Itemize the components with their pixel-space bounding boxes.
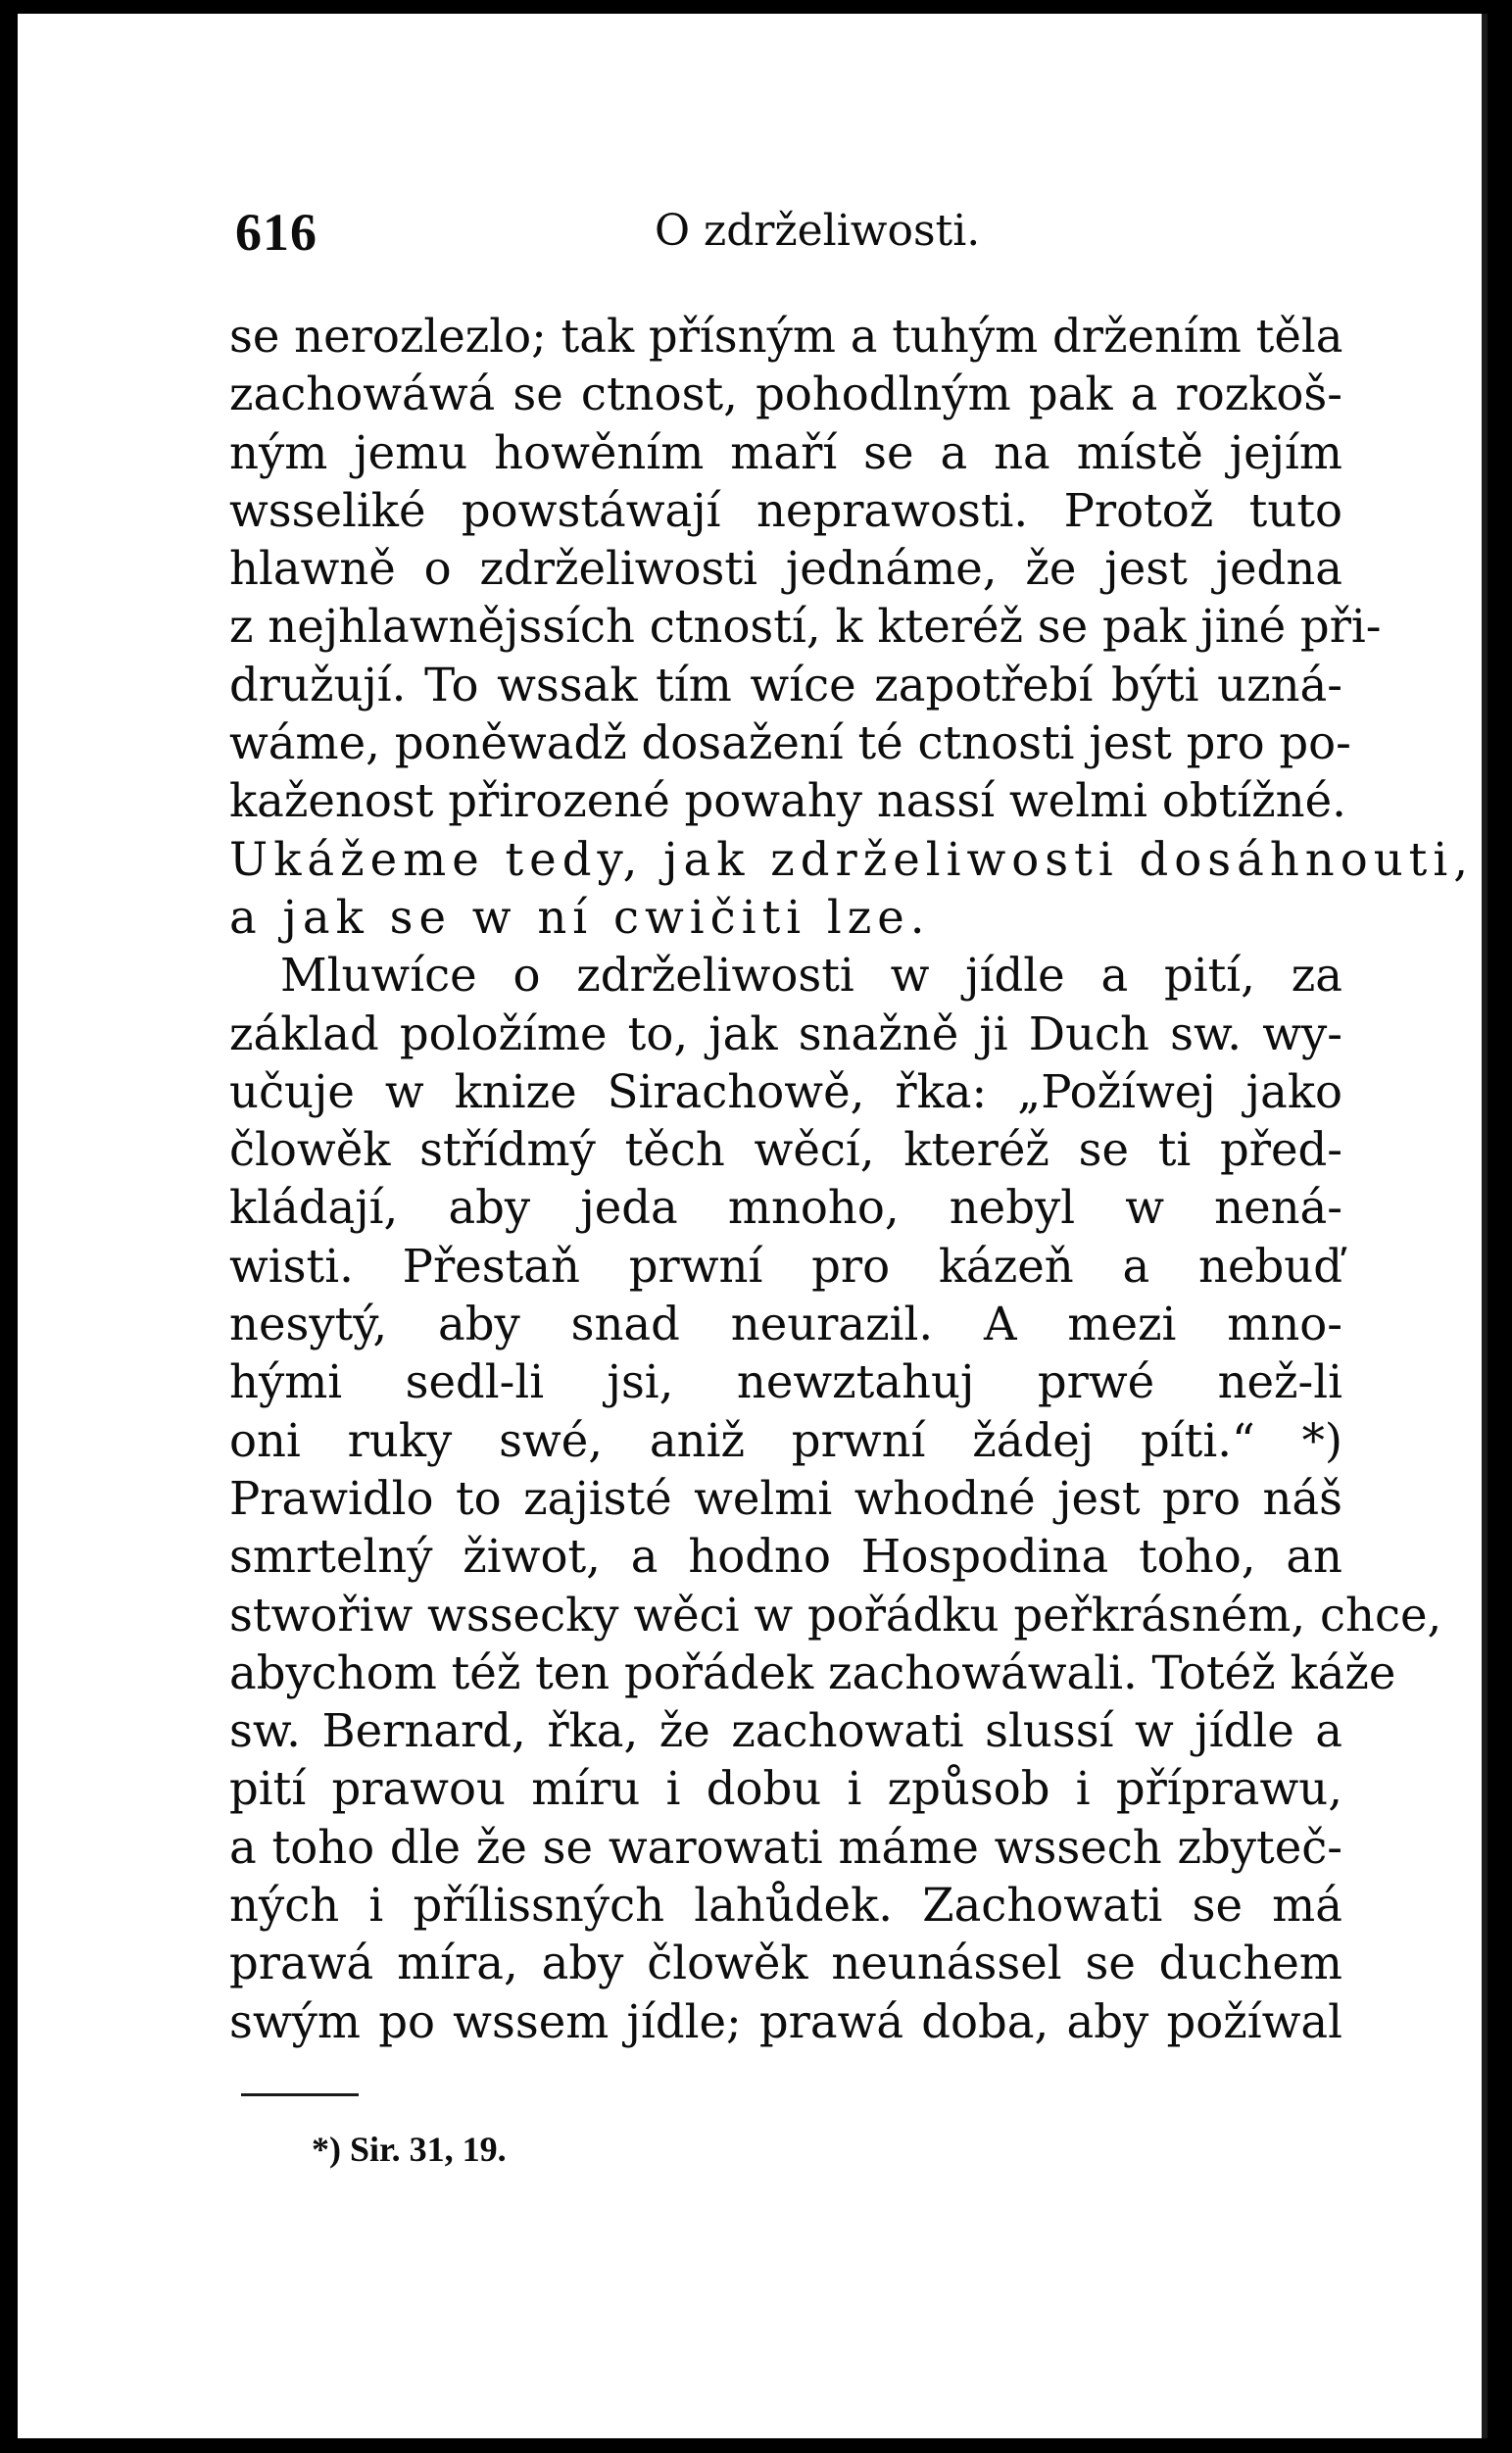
text-line: abychom též ten pořádek zachowáwali. Totéž káže (229, 1645, 1396, 1699)
text-line: a toho dle že se warowati máme wssech zbyteč- (229, 1820, 1342, 1874)
text-line: wsseliké powstáwají neprawosti. Protož tuto (229, 483, 1342, 537)
text-line: se nerozlezlo; tak přísným a tuhým držením těla (229, 310, 1343, 363)
text-line: učuje w knize Sirachowě, řka: „Požíwej jako (229, 1064, 1342, 1118)
text-line: sw. Bernard, řka, že zachowati slussí w jídle a (229, 1704, 1342, 1758)
text-line: stwořiw wssecky wěci w pořádku peřkrásném, chce, (229, 1588, 1442, 1642)
text-line: zachowáwá se ctnost, pohodlným pak a rozkoš- (229, 368, 1342, 421)
text-line: wisti. Přestaň prwní pro kázeň a nebuď (229, 1239, 1342, 1293)
text-line: kládají, aby jeda mnoho, nebyl w nená- (229, 1181, 1342, 1235)
text-line: Mluwíce o zdrželiwosti w jídle a pití, za (280, 949, 1342, 1003)
text-line: ných i přílissných lahůdek. Zachowati se má (229, 1879, 1342, 1933)
body-text (229, 308, 1475, 2051)
text-line: nesytý, aby snad neurazil. A mezi mno- (229, 1298, 1342, 1351)
text-line: swým po wssem jídle; prawá doba, aby požíwal (229, 1994, 1342, 2048)
text-line: kaženost přirozené powahy nassí welmi obtížné. (229, 774, 1346, 828)
text-line: člowěk střídmý těch wěcí, kteréž se ti před- (229, 1123, 1342, 1177)
running-title: O zdrželiwosti. (655, 206, 981, 256)
text-line: wáme, poněwadž dosažení té ctnosti jest pro po- (229, 716, 1351, 770)
footnote-rule (241, 2093, 359, 2096)
text-line: Prawidlo to zajisté welmi whodné jest pro náš (229, 1471, 1342, 1525)
text-line: oni ruky swé, aniž prwní žádej píti.“ *) (229, 1413, 1342, 1467)
text-line: z nejhlawnějssích ctností, k kteréž se pak jiné při- (229, 600, 1382, 654)
footnote: *) Sir. 31, 19. (312, 2130, 507, 2169)
text-line: prawá míra, aby člowěk neunássel se duchem (229, 1937, 1342, 1990)
text-line: základ položíme to, jak snažně ji Duch sw. wy- (229, 1006, 1342, 1060)
page-number: 616 (235, 203, 317, 262)
text-line: a jak se w ní cwičiti lze. (229, 890, 931, 944)
text-line: družují. To wssak tím wíce zapotřebí býti uzná- (229, 658, 1342, 711)
text-line: pití prawou míru i dobu i způsob i příprawu, (229, 1762, 1342, 1816)
text-line: Ukážeme tedy, jak zdrželiwosti dosáhnouti, (229, 832, 1475, 886)
book-page (18, 14, 1488, 2438)
text-line: smrtelný žiwot, a hodno Hospodina toho, an (229, 1530, 1342, 1584)
text-line: ným jemu howěním maří se a na místě jejím (229, 425, 1342, 479)
text-line: hými sedl-li jsi, newztahuj prwé než-li (229, 1355, 1342, 1409)
text-line: hlawně o zdrželiwosti jednáme, že jest jedna (229, 542, 1342, 596)
